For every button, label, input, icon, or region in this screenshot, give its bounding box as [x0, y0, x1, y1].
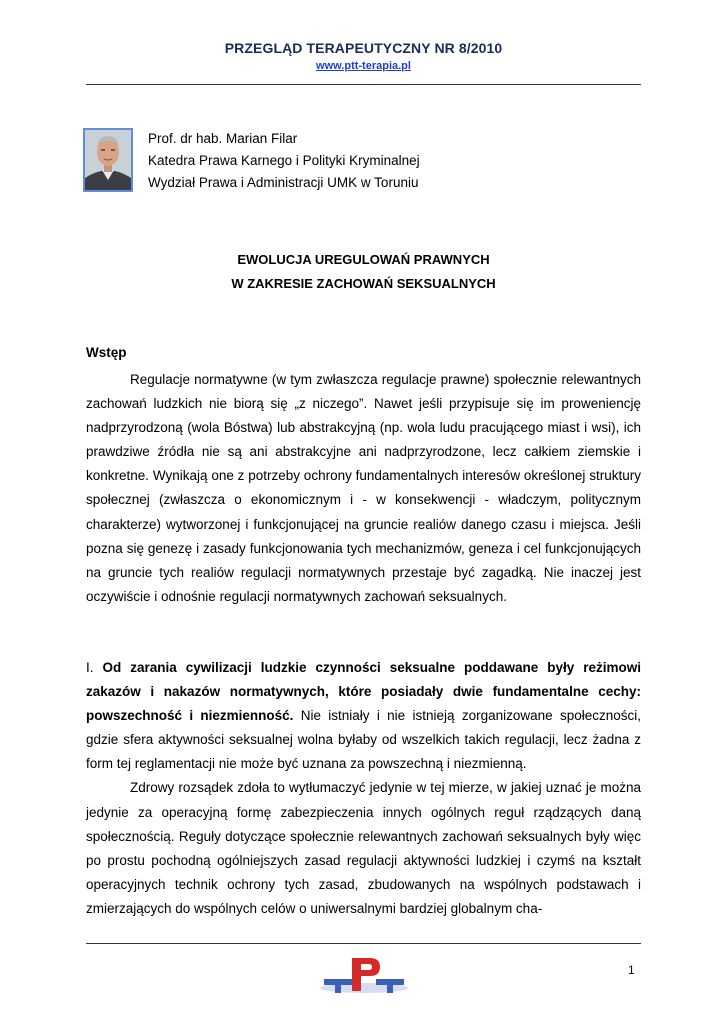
part-one-numeral: I.: [86, 660, 103, 675]
author-department: Katedra Prawa Karnego i Polityki Kryminalnej: [148, 153, 420, 168]
part-one-paragraph-1: [86, 656, 641, 776]
part-one-bold-lead: Od zarania cywilizacji ludzkie czynności seksualne poddawane były reżimowi zakazów i nakazów normatywnych, które posiadały dwie fundamentalne cechy: powszechność i niezmienność.: [86, 660, 641, 724]
intro-paragraph: Regulacje normatywne (w tym zwłaszcza regulacje prawne) społecznie relewantnych zachowań ludzkich nie biorą się „z niczego”. Nawet jeśli przypisuje się im proweniencję nadprzyrodzoną (wola Bóstwa) lub abstrakcyjną (np. wola ludu pracującego miast i wsi), ich prawdziwe źródła nie są ani abstrakcyjne ani nadprzyrodzone, lecz całkiem ziemskie i konkretne. Wynikają one z potrzeby ochrony fundamentalnych interesów określonej struktury społecznej (zwłaszcza o ekonomicznym i - w konsekwencji - władczym, politycznym charakterze) wytworzonej i funkcjonującej na gruncie realiów danego czasu i miejsca. Jeśli pozna się genezę i zasady funkcjonowania tych mechanizmów, geneza i cel funkcjonujących na gruncie tych realiów regulacji normatywnych przestaje być zagadką. Nie inaczej jest oczywiście i odnośnie regulacji normatywnych zachowań seksualnych.: [86, 372, 641, 604]
section-heading: Wstęp: [86, 345, 127, 360]
ptt-logo-icon: [318, 955, 410, 995]
header-rule: [86, 84, 641, 85]
page-number: 1: [628, 963, 635, 977]
part-one-section: [86, 656, 641, 921]
article-title-line-1: EWOLUCJA UREGULOWAŃ PRAWNYCH: [237, 252, 490, 267]
footer-rule: [86, 943, 641, 944]
author-faculty: Wydział Prawa i Administracji UMK w Toruniu: [148, 175, 419, 190]
portrait-photo-icon: [83, 128, 133, 192]
article-title: [86, 248, 641, 296]
page-header: [86, 40, 641, 74]
part-one-rest: Nie istniały i nie istnieją zorganizowane społeczności, gdzie sfera aktywności seksualnej wolna byłaby od wszelkich takich regulacji, lecz żadna z form tej reglamentacji nie może być uznana za powszechną i niezmienną.: [86, 708, 641, 772]
article-title-line-2: W ZAKRESIE ZACHOWAŃ SEKSUALNYCH: [231, 276, 496, 291]
journal-url-link[interactable]: www.ptt-terapia.pl: [316, 60, 411, 72]
journal-title: PRZEGLĄD TERAPEUTYCZNY NR 8/2010: [224, 40, 503, 56]
author-block: [148, 128, 420, 194]
intro-section: [86, 368, 641, 609]
author-name: Prof. dr hab. Marian Filar: [148, 131, 298, 146]
part-one-paragraph-2: Zdrowy rozsądek zdoła to wytłumaczyć jedynie w tej mierze, w jakiej uznać je można jedynie za operacyjną formę zabezpieczenia innych ogólnych reguł rządzących daną społecznością. Reguły dotyczące społecznie relewantnych zachowań seksualnych były więc po prostu pochodną ogólniejszych zasad regulacji aktywności ludzkiej i czymś na kształt operacyjnych technik ochrony tych zasad, zbudowanych na wspólnych podstawach i zmierzających do wspólnych celów o uniwersalnymi bardziej globalnym cha-: [86, 780, 641, 916]
